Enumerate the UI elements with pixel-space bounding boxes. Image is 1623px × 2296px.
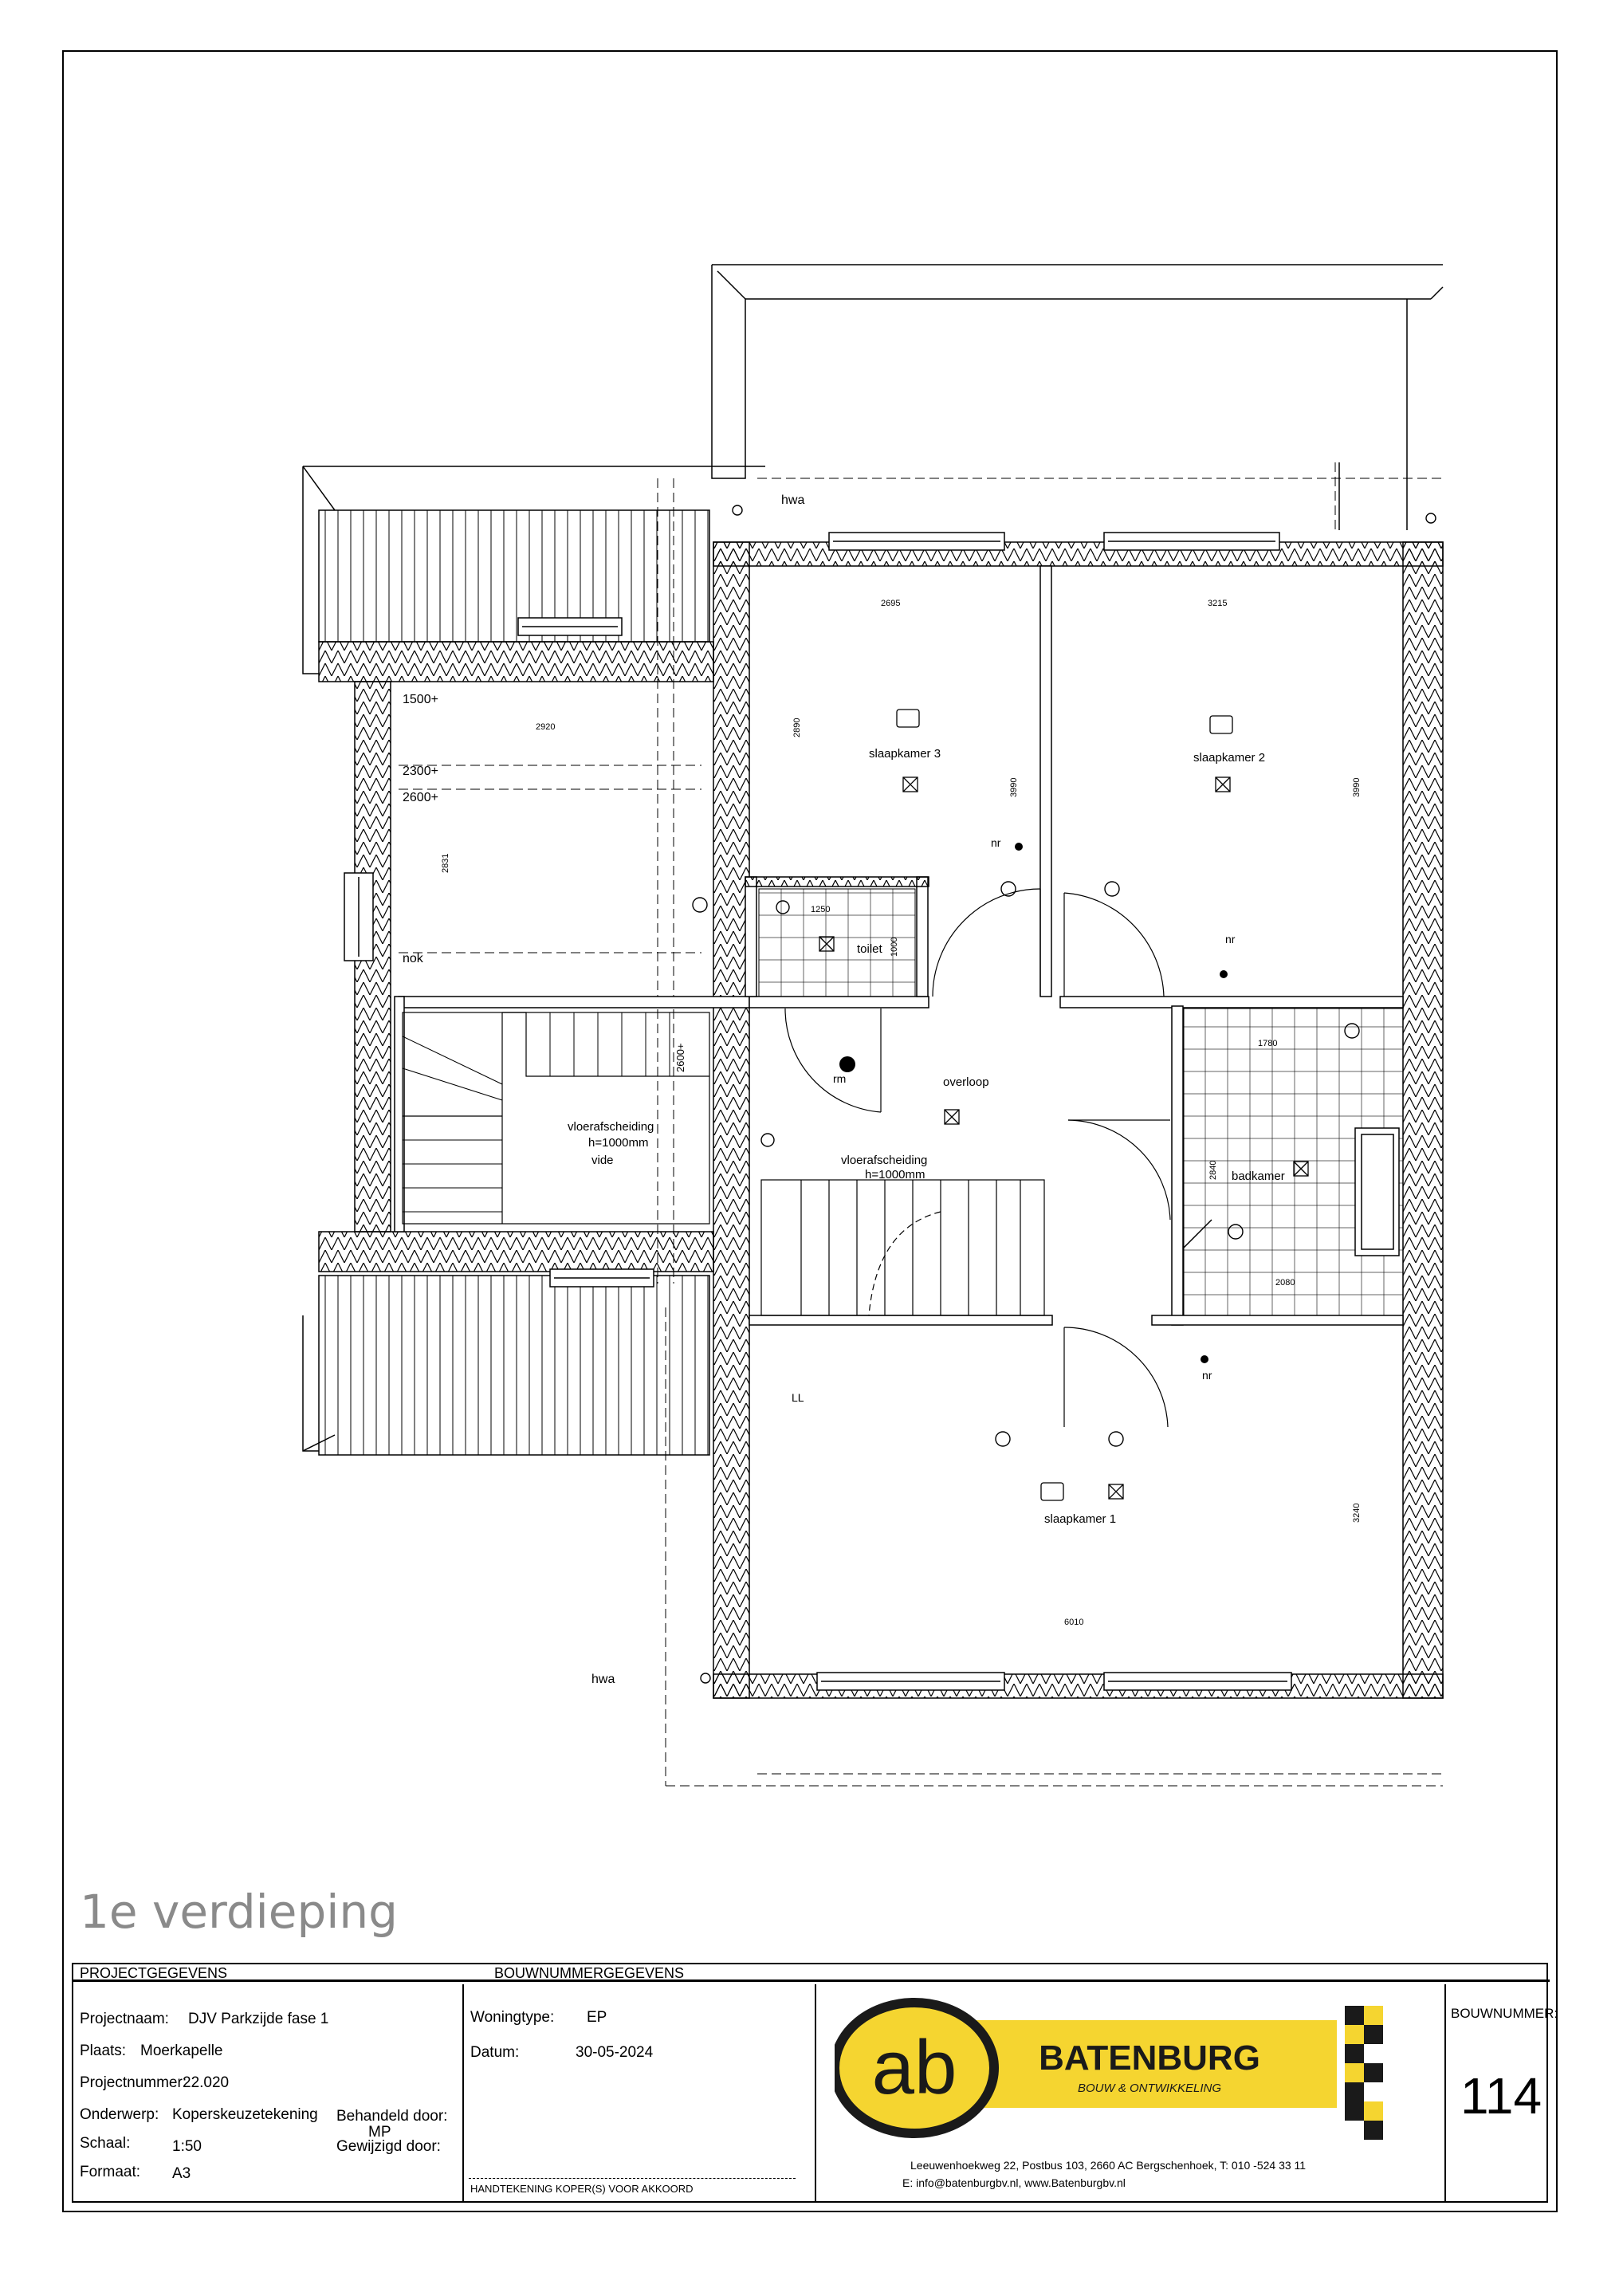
room-toilet: toilet <box>857 942 882 956</box>
dim-2890: 2890 <box>792 718 802 737</box>
divider-2 <box>815 1984 816 2203</box>
logo-pixel-blocks <box>1345 2006 1383 2140</box>
company-contact: E: info@batenburgbv.nl, www.Batenburgbv.nl <box>902 2176 1126 2189</box>
onderwerp-label: Onderwerp: <box>80 2106 159 2123</box>
label-level-1500: 1500+ <box>403 693 438 706</box>
datum-value: 30-05-2024 <box>576 2044 654 2061</box>
label-nr-2: nr <box>1225 933 1236 946</box>
dim-3240: 3240 <box>1352 1503 1362 1523</box>
projectnummer-label: Projectnummer: <box>80 2074 187 2091</box>
label-vloerafscheiding-2: vloerafscheiding <box>841 1154 928 1167</box>
company-address: Leeuwenhoekweg 22, Postbus 103, 2660 AC Bergschenhoek, T: 010 -524 33 11 <box>910 2159 1307 2172</box>
company-tagline: BOUW & ONTWIKKELING <box>1077 2082 1222 2095</box>
label-nr-1: nr <box>991 836 1001 849</box>
floor-title: 1e verdieping <box>80 1885 398 1939</box>
title-block-header-bar <box>73 1964 1550 1982</box>
plaats-label: Plaats: <box>80 2042 127 2059</box>
room-slaapkamer-3: slaapkamer 3 <box>869 747 941 761</box>
label-height-2: h=1000mm <box>865 1168 925 1181</box>
handtekening-caption: HANDTEKENING KOPER(S) VOOR AKKOORD <box>470 2183 694 2195</box>
formaat-label: Formaat: <box>80 2164 141 2180</box>
roof-outline <box>712 265 1443 530</box>
dim-2695: 2695 <box>881 599 901 608</box>
stairs-left-treads <box>403 1012 670 1212</box>
room-slaapkamer-2: slaapkamer 2 <box>1193 751 1266 765</box>
behandeld-label: Behandeld door: <box>336 2108 448 2125</box>
plaats-value: Moerkapelle <box>140 2042 223 2059</box>
schaal-label: Schaal: <box>80 2135 131 2152</box>
dim-2920: 2920 <box>536 722 556 732</box>
datum-label: Datum: <box>470 2044 520 2061</box>
dim-2080: 2080 <box>1275 1278 1295 1288</box>
divider-3 <box>1444 1984 1446 2203</box>
projectgegevens-heading: PROJECTGEGEVENS <box>80 1965 228 1981</box>
stairs-right <box>761 1180 1044 1315</box>
dim-3215: 3215 <box>1208 599 1228 608</box>
divider-1 <box>462 1984 464 2203</box>
company-name: BATENBURG <box>1039 2038 1260 2078</box>
label-ll: LL <box>792 1391 804 1404</box>
bouwnummer-value: 114 <box>1460 2067 1542 2125</box>
schaal-value: 1:50 <box>172 2138 202 2155</box>
windows <box>344 533 1291 1690</box>
label-level-2300: 2300+ <box>403 765 438 778</box>
batenburg-logo <box>835 1998 1425 2141</box>
woningtype-value: EP <box>587 2009 607 2026</box>
room-overloop: overloop <box>943 1075 989 1089</box>
bouwnummer-label: BOUWNUMMER: <box>1451 2006 1558 2021</box>
dim-1250: 1250 <box>811 905 831 914</box>
label-nr-3: nr <box>1202 1369 1212 1382</box>
formaat-value: A3 <box>172 2165 191 2182</box>
projectnaam-label: Projectnaam: <box>80 2011 169 2027</box>
dim-6010: 6010 <box>1064 1618 1084 1627</box>
dim-2840: 2840 <box>1208 1160 1218 1180</box>
title-block <box>72 1963 1558 2203</box>
behandeld-value: MP <box>368 2124 391 2141</box>
projectnaam-value: DJV Parkzijde fase 1 <box>188 2011 329 2027</box>
gewijzigd-label: Gewijzigd door: <box>336 2138 441 2155</box>
left-roof-bottom <box>303 1276 709 1455</box>
label-rm: rm <box>833 1072 847 1085</box>
room-slaapkamer-1: slaapkamer 1 <box>1044 1512 1117 1526</box>
room-badkamer: badkamer <box>1232 1170 1285 1183</box>
label-level-2600: 2600+ <box>403 791 438 804</box>
logo-letters: ab <box>871 2025 957 2110</box>
dim-3990-b: 3990 <box>1352 777 1362 797</box>
dim-3990-a: 3990 <box>1009 777 1019 797</box>
label-2600-stair: 2600+ <box>674 1043 686 1072</box>
projectnummer-value: 22.020 <box>183 2074 230 2091</box>
label-vloerafscheiding-1: vloerafscheiding <box>568 1120 654 1134</box>
stairs-left <box>403 1012 709 1224</box>
woningtype-label: Woningtype: <box>470 2009 555 2026</box>
dim-1780: 1780 <box>1258 1039 1278 1048</box>
label-nok: nok <box>403 952 423 965</box>
dim-2831: 2831 <box>441 853 450 873</box>
dim-1000: 1000 <box>890 937 899 957</box>
label-height-1: h=1000mm <box>588 1136 649 1150</box>
label-hwa-top: hwa <box>781 493 805 507</box>
label-hwa-bottom: hwa <box>591 1673 615 1686</box>
bouwnummergegevens-heading: BOUWNUMMERGEGEVENS <box>494 1965 685 1981</box>
onderwerp-value: Koperskeuzetekening <box>172 2106 318 2123</box>
room-vide: vide <box>591 1154 614 1167</box>
signature-line <box>469 2178 796 2179</box>
